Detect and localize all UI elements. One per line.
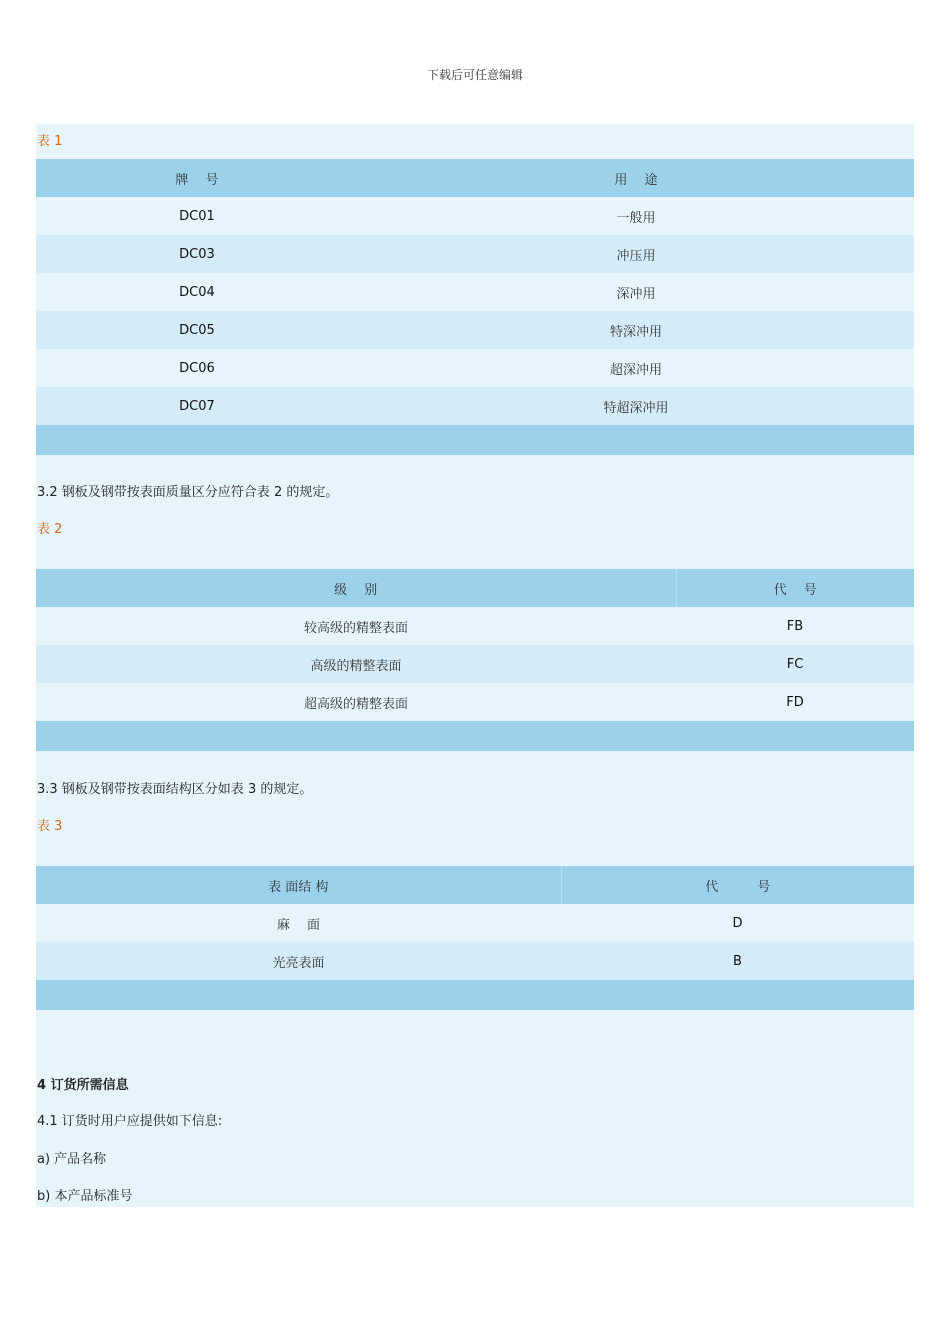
table-row (36, 235, 914, 273)
usage-cell: 冲压用 (358, 235, 914, 273)
table-row (36, 607, 914, 645)
list-item-a: a) 产品名称 (37, 1152, 107, 1167)
grade-cell: DC07 (36, 387, 358, 425)
grade-cell: DC01 (36, 197, 358, 235)
usage-cell: 特超深冲用 (358, 387, 914, 425)
table-row (36, 311, 914, 349)
structure-cell: 麻 面 (36, 904, 561, 942)
table2 (36, 569, 914, 751)
table-row (36, 387, 914, 425)
code-cell: D (561, 904, 914, 942)
table-row (36, 904, 914, 942)
table3 (36, 866, 914, 1010)
table3-header-code: 代 号 (561, 866, 914, 904)
table-footer-bar (36, 425, 914, 455)
section-4-title: 4 订货所需信息 (37, 1078, 129, 1093)
table-row (36, 645, 914, 683)
level-cell: 高级的精整表面 (36, 645, 676, 683)
code-cell: FD (676, 683, 914, 721)
table1-caption: 表 1 (37, 134, 63, 149)
page-header: 下载后可任意编辑 (426, 68, 523, 82)
table1-header-usage: 用 途 (358, 159, 914, 197)
grade-cell: DC05 (36, 311, 358, 349)
usage-cell: 超深冲用 (358, 349, 914, 387)
grade-cell: DC03 (36, 235, 358, 273)
grade-cell: DC04 (36, 273, 358, 311)
usage-cell: 特深冲用 (358, 311, 914, 349)
paragraph-4-1: 4.1 订货时用户应提供如下信息: (37, 1114, 223, 1129)
code-cell: B (561, 942, 914, 980)
table-row (36, 349, 914, 387)
paragraph-3-2: 3.2 钢板及钢带按表面质量区分应符合表 2 的规定。 (37, 485, 339, 500)
table-footer-bar (36, 721, 914, 751)
usage-cell: 一般用 (358, 197, 914, 235)
table-row (36, 273, 914, 311)
grade-cell: DC06 (36, 349, 358, 387)
code-cell: FB (676, 607, 914, 645)
table1-header-grade: 牌 号 (36, 159, 358, 197)
table-footer-bar (36, 980, 914, 1010)
table2-caption: 表 2 (37, 522, 63, 537)
structure-cell: 光亮表面 (36, 942, 561, 980)
level-cell: 超高级的精整表面 (36, 683, 676, 721)
level-cell: 较高级的精整表面 (36, 607, 676, 645)
table-row (36, 683, 914, 721)
table3-header-structure: 表 面结 构 (36, 866, 561, 904)
usage-cell: 深冲用 (358, 273, 914, 311)
table2-header-code: 代 号 (676, 569, 914, 607)
table-row (36, 197, 914, 235)
table-row (36, 942, 914, 980)
list-item-b: b) 本产品标准号 (37, 1189, 133, 1204)
code-cell: FC (676, 645, 914, 683)
table2-header-level: 级 别 (36, 569, 676, 607)
table1 (36, 159, 914, 455)
table3-caption: 表 3 (37, 819, 63, 834)
paragraph-3-3: 3.3 钢板及钢带按表面结构区分如表 3 的规定。 (37, 782, 313, 797)
